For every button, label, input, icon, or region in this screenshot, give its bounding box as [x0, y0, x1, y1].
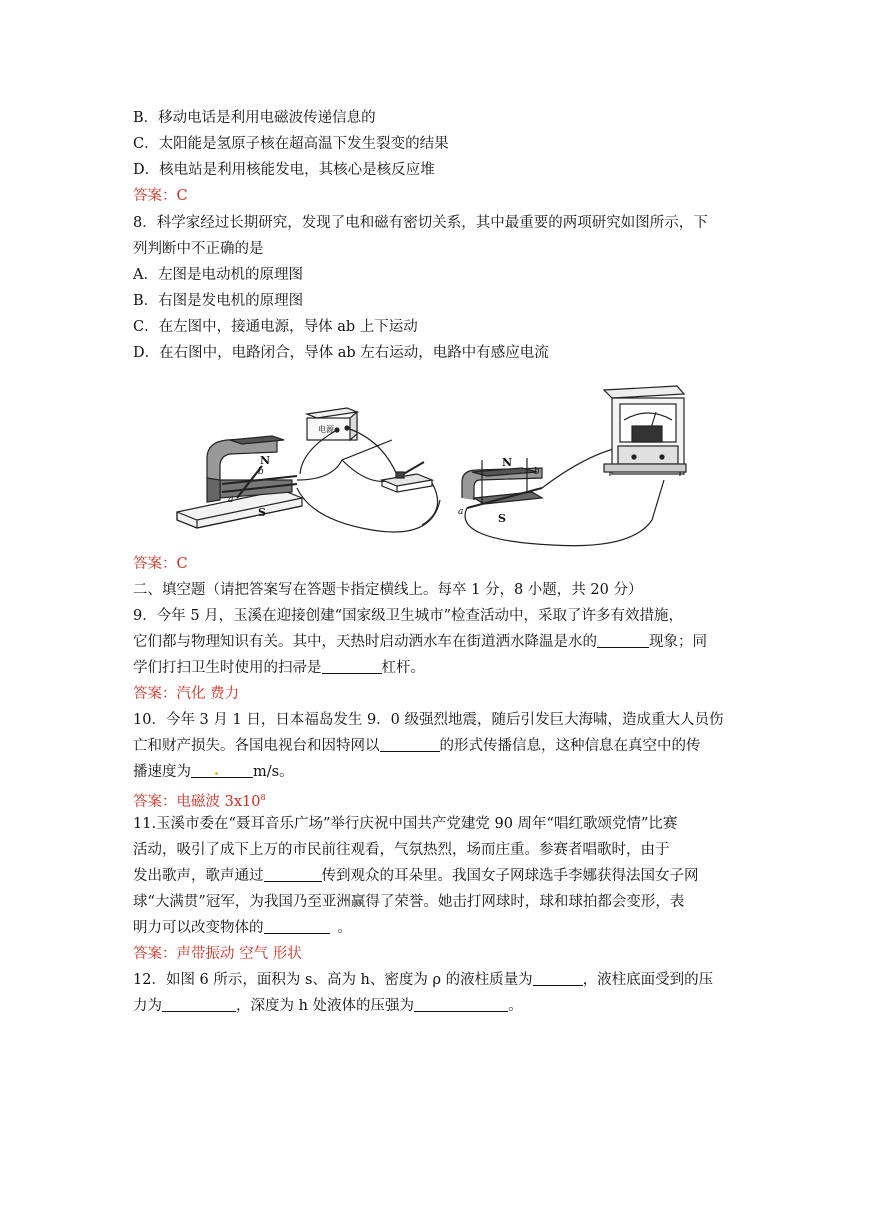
section2-title: 二、填空题（请把答案写在答题卡指定横线上。每卒 1 分，8 小题，共 20 分） [133, 582, 643, 598]
left-a-label: a [228, 495, 234, 505]
q11-line3-text-b: 传到观众的耳朵里。我国女子网球选手李娜获得法国女子网 [321, 868, 699, 884]
q7-option-b: B．移动电话是利用电磁波传递信息的 [133, 110, 376, 126]
q8-answer: 答案：C [133, 556, 188, 572]
q8-option-d: D．在右图中，电路闭合，导体 ab 左右运动，电路中有感应电流 [133, 345, 549, 361]
q11-line3 [133, 866, 699, 888]
q11-line5 [133, 918, 352, 940]
right-n-pole-label: N [502, 456, 513, 469]
q8-option-a: A．左图是电动机的原理图 [133, 267, 303, 283]
right-a-label: a [458, 507, 464, 517]
q11-line5-text-a: 明力可以改变物体的 [133, 920, 264, 936]
generator-experiment-diagram [462, 386, 686, 546]
scan-speck [215, 772, 218, 775]
q10-line3-text-a: 播速度为 [133, 764, 191, 780]
q8-option-c: C．在左图中，接通电源，导体 ab 上下运动 [133, 319, 418, 335]
q9-line1: 9．今年 5 月，玉溪在迎接创建“国家级卫生城市”检查活动中，采取了许多有效措施， [133, 608, 683, 624]
q10-line2-text-a: 亡和财产损失。各国电视台和因特网以 [133, 738, 380, 754]
q11-line4: 球“大满贯”冠军，为我国乃至亚洲赢得了荣誉。她击打网球时，球和球拍都会变形，表 [133, 894, 685, 910]
q8-option-b: B．右图是发电机的原理图 [133, 293, 304, 309]
q9-blank-2[interactable] [322, 658, 382, 674]
q7-option-d: D．核电站是利用核能发电，其核心是核反应堆 [133, 162, 435, 178]
q9-line3-text-b: 杠杆。 [381, 660, 425, 676]
motor-experiment-diagram [177, 408, 440, 532]
q12-line1-text-a: 12．如图 6 所示，面积为 s、高为 h、密度为 ρ 的液柱质量为 [133, 972, 533, 988]
q12-line1 [133, 970, 713, 992]
right-b-label: b [534, 467, 540, 477]
q10-blank-1[interactable] [380, 736, 440, 752]
q12-line2 [133, 996, 523, 1018]
q8-stem-line1: 8．科学家经过长期研究，发现了电和磁有密切关系，其中最重要的两项研究如图所示，下 [133, 215, 708, 231]
q10-line3-text-b: m/s。 [253, 764, 294, 780]
q11-line1: 11.玉溪市委在“聂耳音乐广场”举行庆祝中国共产党建党 90 周年“唱红歌颂党情”比赛 [133, 816, 678, 832]
q10-answer-exponent: 8 [260, 793, 266, 802]
left-s-pole-label: S [258, 506, 266, 519]
left-power-label: 电源 [318, 425, 334, 434]
q7-option-c: C．太阳能是氢原子核在超高温下发生裂变的结果 [133, 136, 449, 152]
q10-line1: 10．今年 3 月 1 日，日本福岛发生 9．0 级强烈地震，随后引发巨大海啸，造成重大人员伤 [133, 712, 724, 728]
q10-line2-text-b: 的形式传播信息，这种信息在真空中的传 [439, 738, 701, 754]
left-n-pole-label: N [260, 454, 271, 467]
q11-line5-text-b: 。 [337, 920, 352, 936]
q10-answer [133, 788, 266, 810]
q11-line3-text-a: 发出歌声，歌声通过 [133, 868, 264, 884]
right-s-pole-label: S [498, 512, 506, 525]
q12-line1-text-b: ，液柱底面受到的压 [582, 972, 714, 988]
q11-line2: 活动，吸引了成下上万的市民前往观看，气氛热烈，场而庄重。参赛者唱歌时，由于 [133, 842, 670, 858]
q8-stem-line2: 列判断中不正确的是 [133, 241, 264, 257]
q12-blank-1[interactable] [533, 970, 583, 986]
q9-line2 [133, 632, 707, 654]
q9-line2-text-a: 它们都与物理知识有关。其中，天热时启动洒水车在街道洒水降温是水的 [133, 634, 597, 650]
q12-line2-text-a: 力为 [133, 998, 162, 1014]
left-b-label: b [258, 467, 264, 477]
q9-answer: 答案：汽化 费力 [133, 686, 240, 702]
q11-blank-2[interactable] [264, 918, 330, 934]
q9-line2-text-b: 现象；同 [649, 634, 707, 650]
q12-line2-text-c: 。 [508, 998, 523, 1014]
q10-line3 [133, 762, 294, 784]
q7-answer: 答案：C [133, 188, 188, 204]
q9-line3-text-a: 学们打扫卫生时使用的扫帚是 [133, 660, 322, 676]
q12-blank-2[interactable] [162, 996, 236, 1012]
q9-line3 [133, 658, 425, 680]
q12-line2-text-b: ，深度为 h 处液体的压强为 [236, 998, 415, 1014]
q10-line2 [133, 736, 701, 758]
q12-blank-3[interactable] [414, 996, 508, 1012]
q9-blank-1[interactable] [597, 632, 649, 648]
q11-blank-1[interactable] [264, 866, 322, 882]
electromagnetism-figure [172, 380, 692, 550]
q11-answer: 答案：声带振动 空气 形状 [133, 946, 302, 962]
q10-blank-2[interactable] [191, 762, 253, 778]
q10-answer-text: 答案：电磁波 3x10 [133, 793, 261, 810]
